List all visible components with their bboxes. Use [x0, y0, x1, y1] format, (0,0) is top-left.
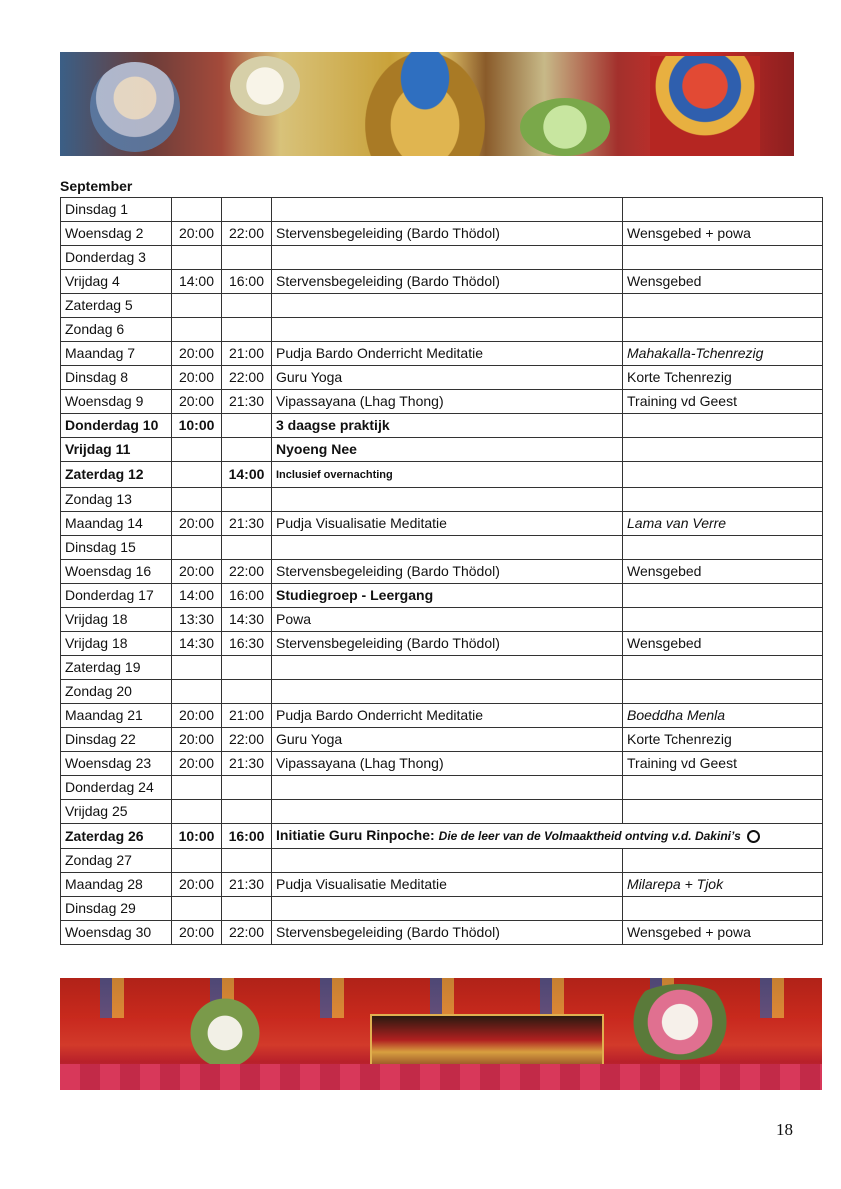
- start-time-cell: [172, 849, 222, 873]
- start-time-cell: [172, 294, 222, 318]
- start-time-cell: 14:00: [172, 584, 222, 608]
- start-time-cell: 20:00: [172, 222, 222, 246]
- end-time-cell: 22:00: [222, 222, 272, 246]
- footer-banner-image: [60, 978, 822, 1090]
- note-cell: Korte Tchenrezig: [623, 728, 823, 752]
- day-cell: Dinsdag 22: [61, 728, 172, 752]
- end-time-cell: 16:00: [222, 584, 272, 608]
- start-time-cell: [172, 800, 222, 824]
- note-cell: Training vd Geest: [623, 752, 823, 776]
- activity-cell: Pudja Visualisatie Meditatie: [272, 873, 623, 897]
- note-cell: [623, 462, 823, 488]
- start-time-cell: [172, 318, 222, 342]
- schedule-table: [60, 197, 823, 945]
- day-cell: Zondag 20: [61, 680, 172, 704]
- table-row: [61, 414, 823, 438]
- end-time-cell: [222, 536, 272, 560]
- day-cell: Woensdag 2: [61, 222, 172, 246]
- day-cell: Dinsdag 29: [61, 897, 172, 921]
- end-time-cell: 21:30: [222, 752, 272, 776]
- activity-cell: [272, 776, 623, 800]
- table-row: [61, 656, 823, 680]
- end-time-cell: [222, 438, 272, 462]
- month-heading: September: [60, 178, 133, 194]
- activity-cell: Inclusief overnachting: [272, 462, 623, 488]
- note-cell: Milarepa + Tjok: [623, 873, 823, 897]
- table-row: [61, 873, 823, 897]
- table-row: [61, 560, 823, 584]
- end-time-cell: 22:00: [222, 366, 272, 390]
- end-time-cell: 16:30: [222, 632, 272, 656]
- end-time-cell: 21:00: [222, 704, 272, 728]
- start-time-cell: 14:00: [172, 270, 222, 294]
- start-time-cell: 14:30: [172, 632, 222, 656]
- activity-cell: [272, 488, 623, 512]
- day-cell: Vrijdag 18: [61, 608, 172, 632]
- table-row: [61, 342, 823, 366]
- activity-cell: Guru Yoga: [272, 728, 623, 752]
- end-time-cell: [222, 294, 272, 318]
- activity-cell: Stervensbegeleiding (Bardo Thödol): [272, 921, 623, 945]
- note-cell: [623, 608, 823, 632]
- activity-cell: [272, 246, 623, 270]
- day-cell: Woensdag 30: [61, 921, 172, 945]
- note-cell: [623, 897, 823, 921]
- start-time-cell: 20:00: [172, 390, 222, 414]
- start-time-cell: [172, 438, 222, 462]
- activity-cell: [272, 198, 623, 222]
- end-time-cell: 21:30: [222, 390, 272, 414]
- activity-cell: Nyoeng Nee: [272, 438, 623, 462]
- end-time-cell: 14:30: [222, 608, 272, 632]
- note-cell: Mahakalla-Tchenrezig: [623, 342, 823, 366]
- activity-cell: Vipassayana (Lhag Thong): [272, 390, 623, 414]
- start-time-cell: [172, 897, 222, 921]
- day-cell: Woensdag 9: [61, 390, 172, 414]
- note-cell: [623, 488, 823, 512]
- table-row: [61, 704, 823, 728]
- start-time-cell: [172, 536, 222, 560]
- note-cell: Training vd Geest: [623, 390, 823, 414]
- end-time-cell: 16:00: [222, 270, 272, 294]
- table-row: [61, 897, 823, 921]
- note-cell: Wensgebed + powa: [623, 222, 823, 246]
- note-cell: [623, 198, 823, 222]
- activity-cell: Pudja Bardo Onderricht Meditatie: [272, 342, 623, 366]
- note-cell: [623, 680, 823, 704]
- start-time-cell: [172, 776, 222, 800]
- note-cell: Lama van Verre: [623, 512, 823, 536]
- start-time-cell: 20:00: [172, 704, 222, 728]
- table-row: [61, 752, 823, 776]
- day-cell: Dinsdag 1: [61, 198, 172, 222]
- table-row: [61, 488, 823, 512]
- table-row: [61, 728, 823, 752]
- note-cell: [623, 776, 823, 800]
- activity-cell: Powa: [272, 608, 623, 632]
- activity-cell: Initiatie Guru Rinpoche: Die de leer van de Volmaaktheid ontving v.d. Dakini’s: [272, 824, 823, 849]
- table-row: [61, 318, 823, 342]
- day-cell: Maandag 28: [61, 873, 172, 897]
- day-cell: Zaterdag 19: [61, 656, 172, 680]
- note-cell: [623, 438, 823, 462]
- start-time-cell: [172, 680, 222, 704]
- table-row: [61, 776, 823, 800]
- end-time-cell: [222, 414, 272, 438]
- activity-cell: [272, 294, 623, 318]
- activity-cell: 3 daagse praktijk: [272, 414, 623, 438]
- note-cell: [623, 246, 823, 270]
- end-time-cell: [222, 656, 272, 680]
- start-time-cell: 20:00: [172, 921, 222, 945]
- table-row: [61, 849, 823, 873]
- end-time-cell: [222, 849, 272, 873]
- table-row: [61, 800, 823, 824]
- activity-cell: [272, 800, 623, 824]
- activity-cell: Pudja Bardo Onderricht Meditatie: [272, 704, 623, 728]
- activity-cell: Stervensbegeleiding (Bardo Thödol): [272, 270, 623, 294]
- day-cell: Vrijdag 18: [61, 632, 172, 656]
- table-row: [61, 222, 823, 246]
- day-cell: Vrijdag 11: [61, 438, 172, 462]
- start-time-cell: [172, 198, 222, 222]
- day-cell: Zaterdag 26: [61, 824, 172, 849]
- day-cell: Woensdag 16: [61, 560, 172, 584]
- table-row: [61, 438, 823, 462]
- table-row: [61, 584, 823, 608]
- start-time-cell: [172, 462, 222, 488]
- table-row: [61, 390, 823, 414]
- end-time-cell: 14:00: [222, 462, 272, 488]
- table-row: [61, 294, 823, 318]
- end-time-cell: 21:30: [222, 512, 272, 536]
- note-cell: Korte Tchenrezig: [623, 366, 823, 390]
- note-cell: [623, 536, 823, 560]
- activity-cell: Stervensbegeleiding (Bardo Thödol): [272, 222, 623, 246]
- activity-subtitle: Die de leer van de Volmaaktheid ontving v.d. Dakini’s: [438, 829, 741, 843]
- note-cell: Wensgebed: [623, 270, 823, 294]
- activity-cell: Studiegroep - Leergang: [272, 584, 623, 608]
- start-time-cell: 20:00: [172, 728, 222, 752]
- activity-cell: [272, 656, 623, 680]
- end-time-cell: 22:00: [222, 921, 272, 945]
- end-time-cell: 16:00: [222, 824, 272, 849]
- end-time-cell: 21:30: [222, 873, 272, 897]
- note-cell: [623, 849, 823, 873]
- activity-cell: Guru Yoga: [272, 366, 623, 390]
- end-time-cell: [222, 198, 272, 222]
- activity-cell: [272, 536, 623, 560]
- start-time-cell: 10:00: [172, 824, 222, 849]
- activity-cell: Stervensbegeleiding (Bardo Thödol): [272, 560, 623, 584]
- table-row: [61, 680, 823, 704]
- start-time-cell: 10:00: [172, 414, 222, 438]
- note-cell: [623, 800, 823, 824]
- circle-icon: [747, 830, 760, 843]
- table-row: [61, 824, 823, 849]
- start-time-cell: 20:00: [172, 342, 222, 366]
- end-time-cell: 22:00: [222, 560, 272, 584]
- table-row: [61, 608, 823, 632]
- start-time-cell: [172, 656, 222, 680]
- header-banner-image: [60, 52, 794, 156]
- start-time-cell: 20:00: [172, 873, 222, 897]
- day-cell: Vrijdag 25: [61, 800, 172, 824]
- end-time-cell: [222, 488, 272, 512]
- day-cell: Dinsdag 15: [61, 536, 172, 560]
- day-cell: Donderdag 17: [61, 584, 172, 608]
- page-number: 18: [776, 1120, 793, 1139]
- table-row: [61, 921, 823, 945]
- day-cell: Dinsdag 8: [61, 366, 172, 390]
- activity-cell: Pudja Visualisatie Meditatie: [272, 512, 623, 536]
- table-row: [61, 246, 823, 270]
- end-time-cell: 21:00: [222, 342, 272, 366]
- start-time-cell: [172, 246, 222, 270]
- day-cell: Maandag 7: [61, 342, 172, 366]
- end-time-cell: 22:00: [222, 728, 272, 752]
- day-cell: Maandag 21: [61, 704, 172, 728]
- note-cell: [623, 584, 823, 608]
- start-time-cell: 13:30: [172, 608, 222, 632]
- start-time-cell: 20:00: [172, 366, 222, 390]
- day-cell: Zaterdag 5: [61, 294, 172, 318]
- table-row: [61, 536, 823, 560]
- end-time-cell: [222, 800, 272, 824]
- start-time-cell: [172, 488, 222, 512]
- end-time-cell: [222, 680, 272, 704]
- table-row: [61, 198, 823, 222]
- note-cell: [623, 414, 823, 438]
- note-cell: Boeddha Menla: [623, 704, 823, 728]
- activity-cell: [272, 897, 623, 921]
- day-cell: Vrijdag 4: [61, 270, 172, 294]
- note-cell: [623, 656, 823, 680]
- day-cell: Maandag 14: [61, 512, 172, 536]
- start-time-cell: 20:00: [172, 512, 222, 536]
- note-cell: Wensgebed: [623, 632, 823, 656]
- end-time-cell: [222, 318, 272, 342]
- activity-cell: [272, 849, 623, 873]
- activity-cell: [272, 680, 623, 704]
- note-cell: [623, 294, 823, 318]
- end-time-cell: [222, 776, 272, 800]
- activity-cell: [272, 318, 623, 342]
- note-cell: Wensgebed: [623, 560, 823, 584]
- note-cell: [623, 318, 823, 342]
- day-cell: Donderdag 3: [61, 246, 172, 270]
- day-cell: Donderdag 10: [61, 414, 172, 438]
- table-row: [61, 512, 823, 536]
- day-cell: Zondag 27: [61, 849, 172, 873]
- note-cell: Wensgebed + powa: [623, 921, 823, 945]
- activity-cell: Vipassayana (Lhag Thong): [272, 752, 623, 776]
- table-row: [61, 462, 823, 488]
- table-row: [61, 632, 823, 656]
- end-time-cell: [222, 246, 272, 270]
- table-row: [61, 366, 823, 390]
- day-cell: Woensdag 23: [61, 752, 172, 776]
- day-cell: Donderdag 24: [61, 776, 172, 800]
- day-cell: Zondag 6: [61, 318, 172, 342]
- start-time-cell: 20:00: [172, 752, 222, 776]
- end-time-cell: [222, 897, 272, 921]
- day-cell: Zaterdag 12: [61, 462, 172, 488]
- start-time-cell: 20:00: [172, 560, 222, 584]
- day-cell: Zondag 13: [61, 488, 172, 512]
- activity-cell: Stervensbegeleiding (Bardo Thödol): [272, 632, 623, 656]
- table-row: [61, 270, 823, 294]
